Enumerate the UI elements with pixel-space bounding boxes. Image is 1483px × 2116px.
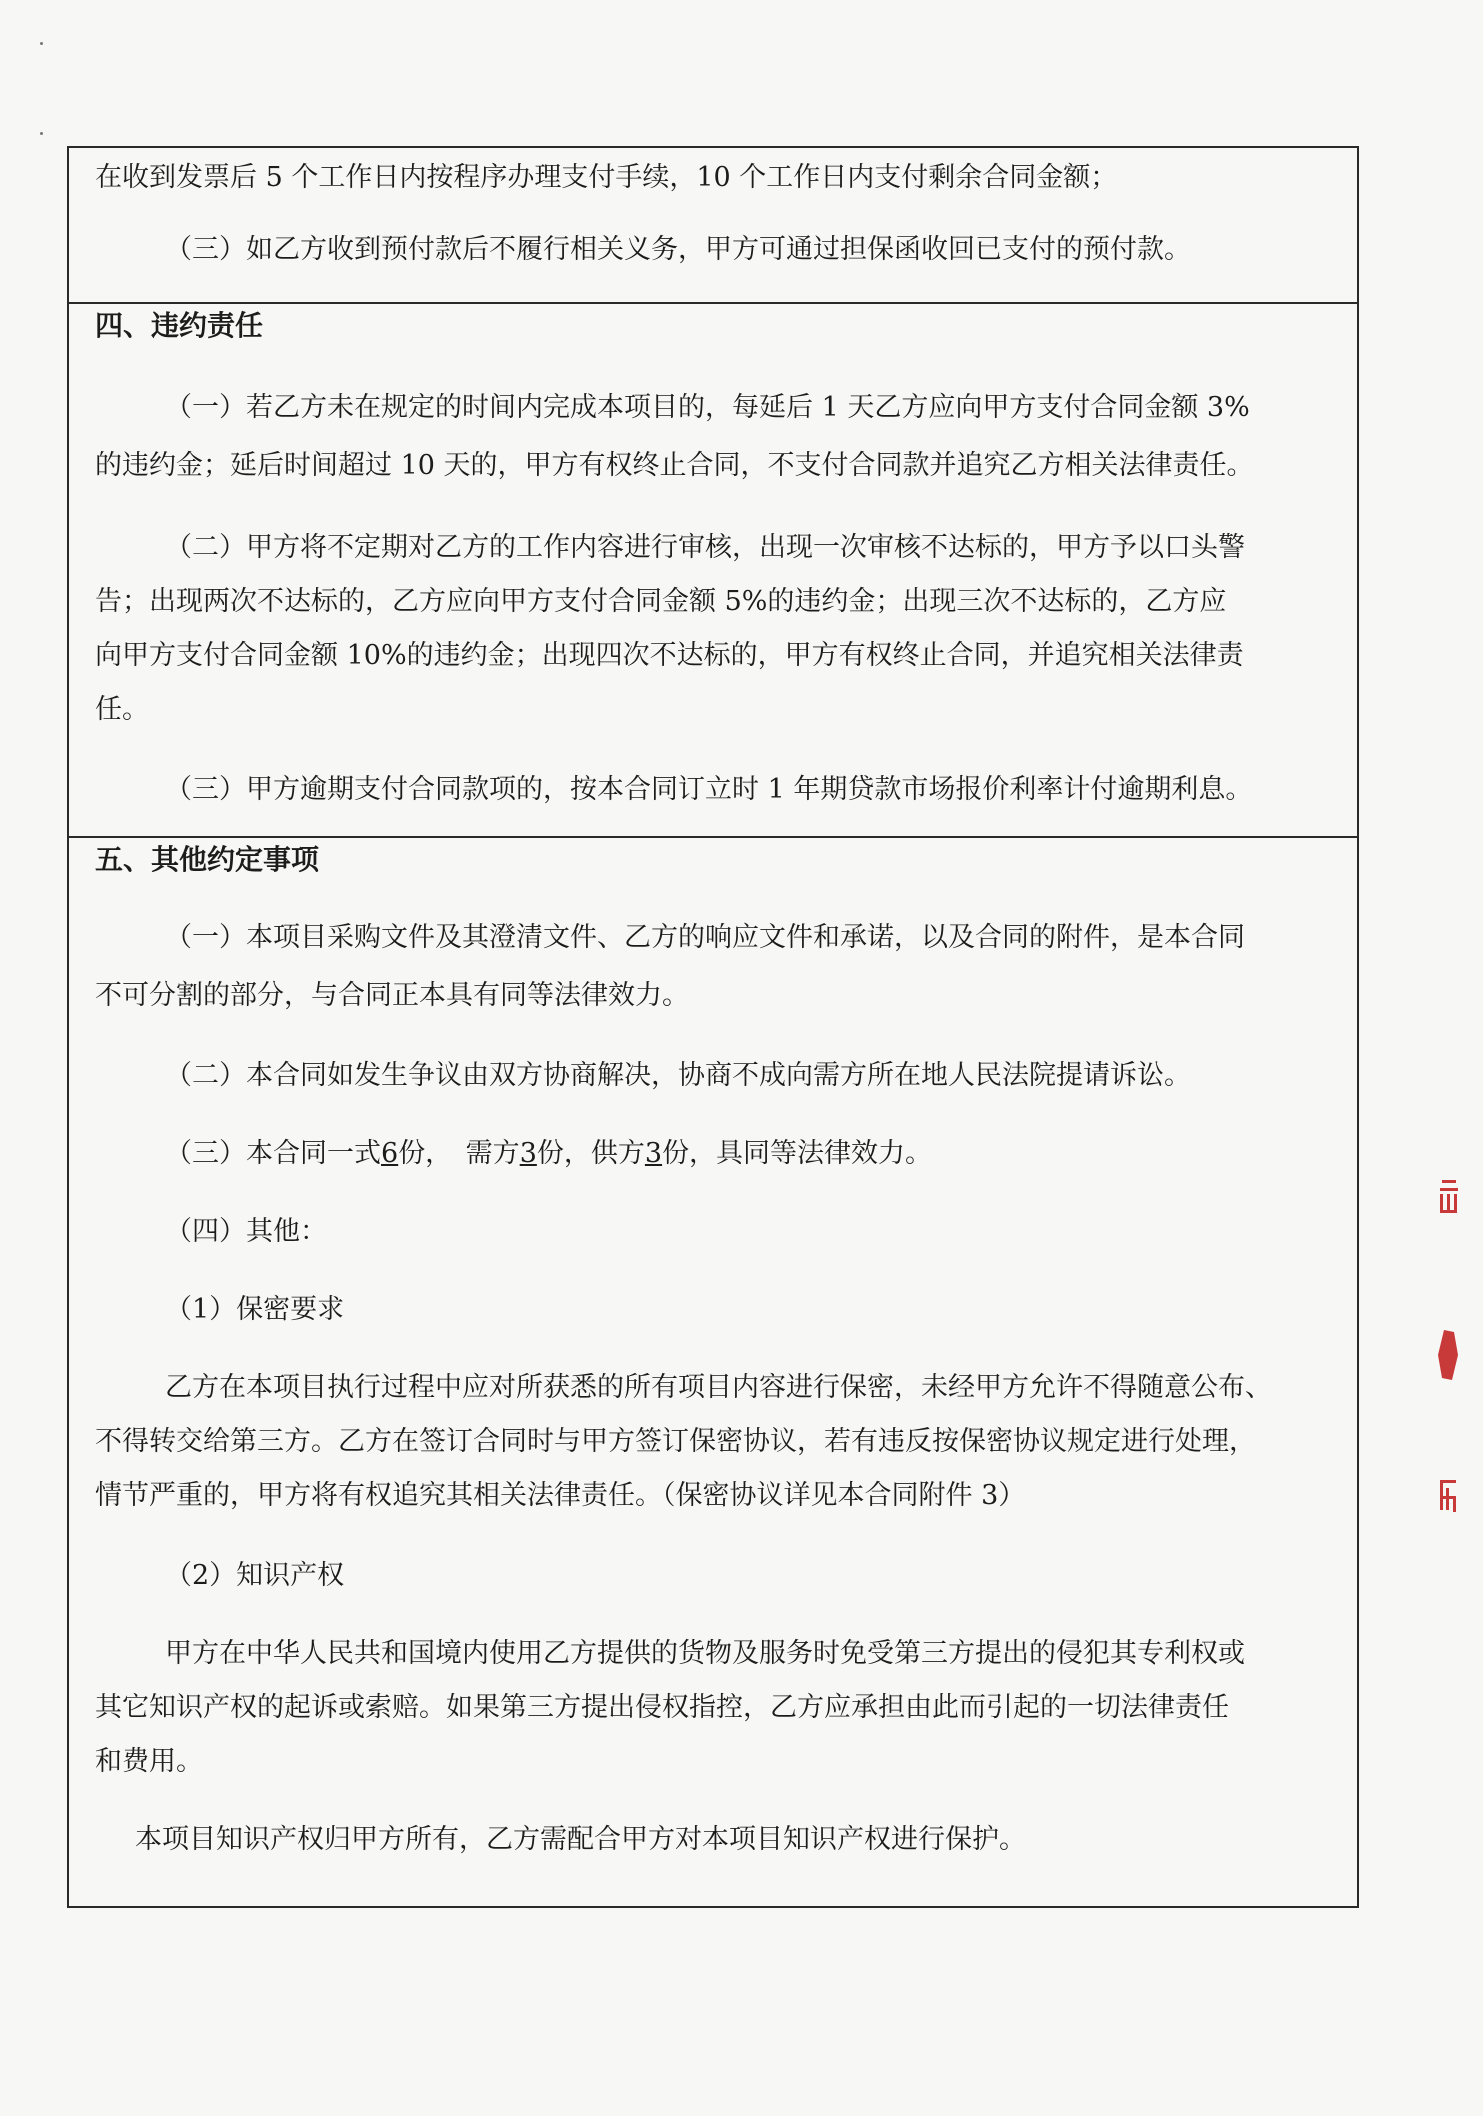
paragraph-line: （三）甲方逾期支付合同款项的，按本合同订立时 1 年期贷款市场报价利率计付逾期利息。 <box>165 774 1253 805</box>
seal-stamp-fragment <box>1434 1180 1462 1530</box>
copies-text: 份，供方 <box>536 1138 645 1169</box>
paragraph-line: （二）本合同如发生争议由双方协商解决，协商不成向需方所在地人民法院提请诉讼。 <box>165 1060 1191 1091</box>
paragraph-line: 向甲方支付合同金额 10%的违约金；出现四次不达标的，甲方有权终止合同，并追究相关法律责 <box>95 640 1244 671</box>
paragraph-line: （二）甲方将不定期对乙方的工作内容进行审核，出现一次审核不达标的，甲方予以口头警 <box>165 532 1245 563</box>
paragraph-line: 本项目知识产权归甲方所有，乙方需配合甲方对本项目知识产权进行保护。 <box>135 1824 1026 1855</box>
paragraph-line: 任。 <box>95 694 149 725</box>
copies-text: 份， 需方 <box>398 1138 520 1169</box>
paragraph-line: 告；出现两次不达标的，乙方应向甲方支付合同金额 5%的违约金；出现三次不达标的，乙方应 <box>95 586 1227 617</box>
scan-speck <box>40 132 43 135</box>
scan-speck <box>40 42 43 45</box>
seal-mark <box>1438 1180 1458 1512</box>
payment-continuation-line: 在收到发票后 5 个工作日内按程序办理支付手续，10 个工作日内支付剩余合同金额； <box>95 162 1118 193</box>
contract-table <box>67 146 1359 1908</box>
paragraph-line: 的违约金；延后时间超过 10 天的，甲方有权终止合同，不支付合同款并追究乙方相关法律责任。 <box>95 450 1254 481</box>
paragraph-line: 和费用。 <box>95 1746 203 1777</box>
section-title: 五、其他约定事项 <box>95 843 320 876</box>
subsection-title: （1）保密要求 <box>165 1294 345 1325</box>
section-title: 四、违约责任 <box>95 309 264 342</box>
copies-supplier: 3 <box>644 1138 663 1169</box>
payment-clause-3: （三）如乙方收到预付款后不履行相关义务，甲方可通过担保函收回已支付的预付款。 <box>165 234 1191 265</box>
copies-total: 6 <box>381 1138 399 1169</box>
paragraph-line: 不得转交给第三方。乙方在签订合同时与甲方签订保密协议，若有违反按保密协议规定进行处理， <box>95 1426 1256 1457</box>
copies-text: （三）本合同一式 <box>165 1138 381 1169</box>
subsection-title: （2）知识产权 <box>165 1560 345 1591</box>
copies-text: 份，具同等法律效力。 <box>662 1138 933 1169</box>
paragraph-line: （一）若乙方未在规定的时间内完成本项目的，每延后 1 天乙方应向甲方支付合同金额 3% <box>165 392 1250 423</box>
copies-buyer: 3 <box>519 1138 537 1169</box>
paragraph-line: （一）本项目采购文件及其澄清文件、乙方的响应文件和承诺，以及合同的附件，是本合同 <box>165 922 1245 953</box>
paragraph-line: 甲方在中华人民共和国境内使用乙方提供的货物及服务时免受第三方提出的侵犯其专利权或 <box>165 1638 1245 1669</box>
paragraph-line: （四）其他： <box>165 1216 327 1247</box>
paragraph-line: 情节严重的，甲方将有权追究其相关法律责任。（保密协议详见本合同附件 3） <box>95 1480 1026 1511</box>
paragraph-line: 不可分割的部分，与合同正本具有同等法律效力。 <box>95 980 689 1011</box>
copies-clause <box>165 1124 932 1184</box>
section-breach-liability <box>69 302 1357 805</box>
paragraph-line: 其它知识产权的起诉或索赔。如果第三方提出侵权指控，乙方应承担由此而引起的一切法律责任 <box>95 1692 1229 1723</box>
section-other-terms <box>69 836 1357 1855</box>
paragraph-line: 乙方在本项目执行过程中应对所获悉的所有项目内容进行保密，未经甲方允许不得随意公布、 <box>165 1372 1272 1403</box>
